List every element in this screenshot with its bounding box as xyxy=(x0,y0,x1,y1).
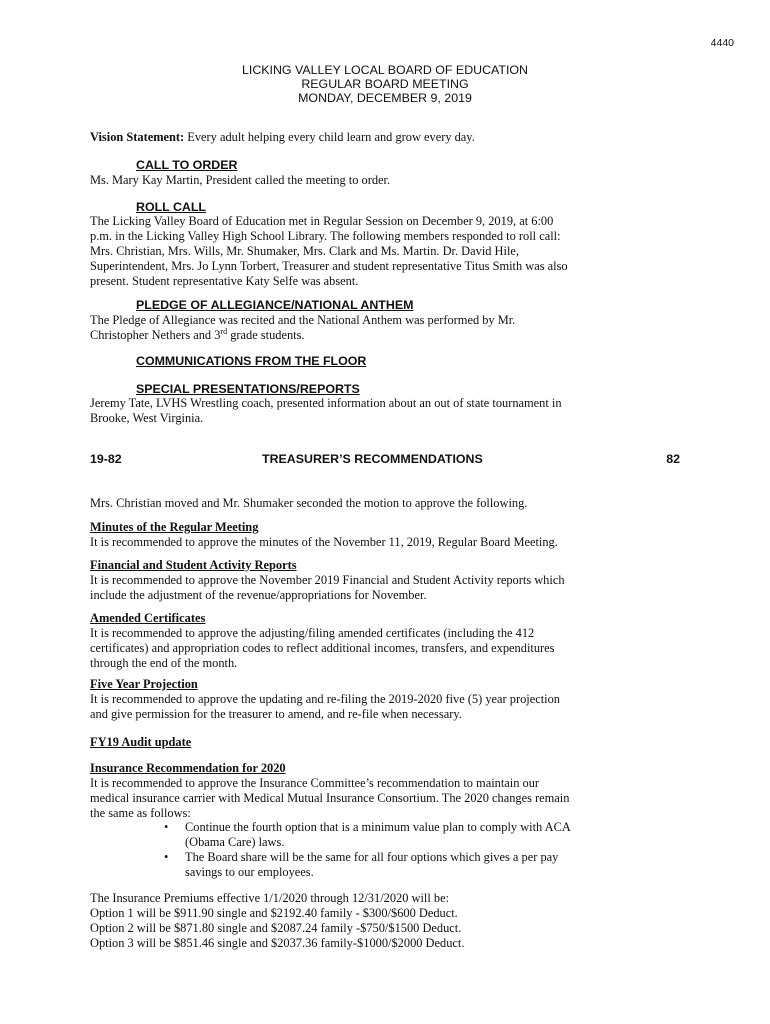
premiums-text xyxy=(90,891,690,951)
roll-call-line: Superintendent, Mrs. Jo Lynn Torbert, Treasurer and student representative Titus Smith was also xyxy=(90,259,568,273)
minutes-text: It is recommended to approve the minutes of the November 11, 2019, Regular Board Meeting. xyxy=(90,535,558,549)
insurance-text xyxy=(90,776,690,821)
financial-text xyxy=(90,573,690,603)
five-year-line: It is recommended to approve the updating and re-filing the 2019-2020 five (5) year projection xyxy=(90,692,561,706)
pledge-heading: PLEDGE OF ALLEGIANCE/NATIONAL ANTHEM xyxy=(136,298,414,312)
amended-line: through the end of the month. xyxy=(90,656,238,670)
amended-heading: Amended Certificates xyxy=(90,611,206,625)
five-year-line: and give permission for the treasurer to amend, and re-file when necessary. xyxy=(90,707,462,721)
five-year-text xyxy=(90,692,690,722)
motion-text: Mrs. Christian moved and Mr. Shumaker seconded the motion to approve the following. xyxy=(90,496,528,510)
roll-call-line: Mrs. Christian, Mrs. Wills, Mr. Shumaker, Mrs. Clark and Ms. Martin. Dr. David Hile, xyxy=(90,244,519,258)
roll-call-line: p.m. in the Licking Valley High School Library. The following members responded to roll call: xyxy=(90,229,561,243)
special-line: Brooke, West Virginia. xyxy=(90,411,204,425)
vision-label: Vision Statement: xyxy=(90,130,185,144)
insurance-line: It is recommended to approve the Insurance Committee’s recommendation to maintain our xyxy=(90,776,540,790)
list-item: • Continue the fourth option that is a minimum value plan to comply with ACA (Obama Care) laws. xyxy=(160,820,680,850)
resolution-reference: 82 xyxy=(666,452,680,466)
financial-line: It is recommended to approve the November 2019 Financial and Student Activity reports which xyxy=(90,573,565,587)
list-item: • The Board share will be the same for all four options which gives a per pay savings to our employees. xyxy=(160,850,680,880)
insurance-line: the same as follows: xyxy=(90,806,191,820)
insurance-heading: Insurance Recommendation for 2020 xyxy=(90,761,286,775)
financial-line: include the adjustment of the revenue/appropriations for November. xyxy=(90,588,427,602)
special-presentations-heading: SPECIAL PRESENTATIONS/REPORTS xyxy=(136,382,360,396)
five-year-heading: Five Year Projection xyxy=(90,677,198,691)
amended-text xyxy=(90,626,690,671)
minutes-heading: Minutes of the Regular Meeting xyxy=(90,520,259,534)
call-to-order-heading: CALL TO ORDER xyxy=(136,158,238,172)
special-line: Jeremy Tate, LVHS Wrestling coach, presented information about an out of state tournament in xyxy=(90,396,562,410)
premiums-line: Option 2 will be $871.80 single and $2087.24 family -$750/$1500 Deduct. xyxy=(90,921,462,935)
roll-call-text xyxy=(90,214,690,289)
resolution-title: TREASURER’S RECOMMENDATIONS xyxy=(262,452,483,466)
audit-heading: FY19 Audit update xyxy=(90,735,192,749)
document-header xyxy=(0,63,770,105)
page-number: 4440 xyxy=(710,37,734,49)
roll-call-line: The Licking Valley Board of Education met in Regular Session on December 9, 2019, at 6:00 xyxy=(90,214,554,228)
premiums-line: Option 1 will be $911.90 single and $2192.40 family - $300/$600 Deduct. xyxy=(90,906,458,920)
header-line-3: MONDAY, DECEMBER 9, 2019 xyxy=(298,91,472,105)
insurance-line: medical insurance carrier with Medical Mutual Insurance Consortium. The 2020 changes remain xyxy=(90,791,570,805)
vision-statement xyxy=(90,130,690,145)
communications-heading: COMMUNICATIONS FROM THE FLOOR xyxy=(136,354,367,368)
special-presentations-text xyxy=(90,396,690,426)
header-line-1: LICKING VALLEY LOCAL BOARD OF EDUCATION xyxy=(242,63,528,77)
pledge-line-1: The Pledge of Allegiance was recited and the National Anthem was performed by Mr. xyxy=(90,313,516,327)
premiums-line: Option 3 will be $851.46 single and $2037.36 family-$1000/$2000 Deduct. xyxy=(90,936,465,950)
header-line-2: REGULAR BOARD MEETING xyxy=(301,77,469,91)
premiums-line: The Insurance Premiums effective 1/1/2020 through 12/31/2020 will be: xyxy=(90,891,450,905)
call-to-order-text: Ms. Mary Kay Martin, President called the meeting to order. xyxy=(90,173,391,187)
roll-call-heading: ROLL CALL xyxy=(136,200,206,214)
amended-line: certificates) and appropriation codes to reflect additional incomes, transfers, and expenditures xyxy=(90,641,555,655)
financial-heading: Financial and Student Activity Reports xyxy=(90,558,297,572)
amended-line: It is recommended to approve the adjusting/filing amended certificates (including the 412 xyxy=(90,626,535,640)
roll-call-line: present. Student representative Katy Selfe was absent. xyxy=(90,274,359,288)
pledge-text xyxy=(90,313,690,343)
insurance-bullet-list xyxy=(160,820,680,880)
resolution-number: 19-82 xyxy=(90,452,122,466)
pledge-line-2: Christopher Nethers and 3rd grade students. xyxy=(90,326,305,342)
vision-text: Every adult helping every child learn and grow every day. xyxy=(184,130,475,144)
